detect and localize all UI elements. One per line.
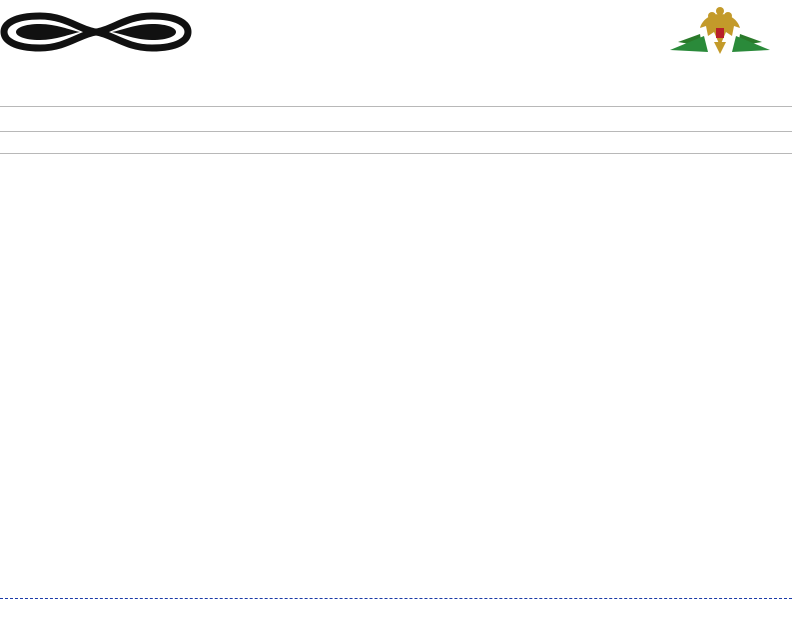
mfr-logo-icon [0, 10, 192, 54]
page-break-line [0, 598, 792, 599]
divider [0, 106, 792, 107]
divider [0, 153, 792, 154]
coat-of-arms-icon [664, 6, 776, 58]
divider [0, 131, 792, 132]
